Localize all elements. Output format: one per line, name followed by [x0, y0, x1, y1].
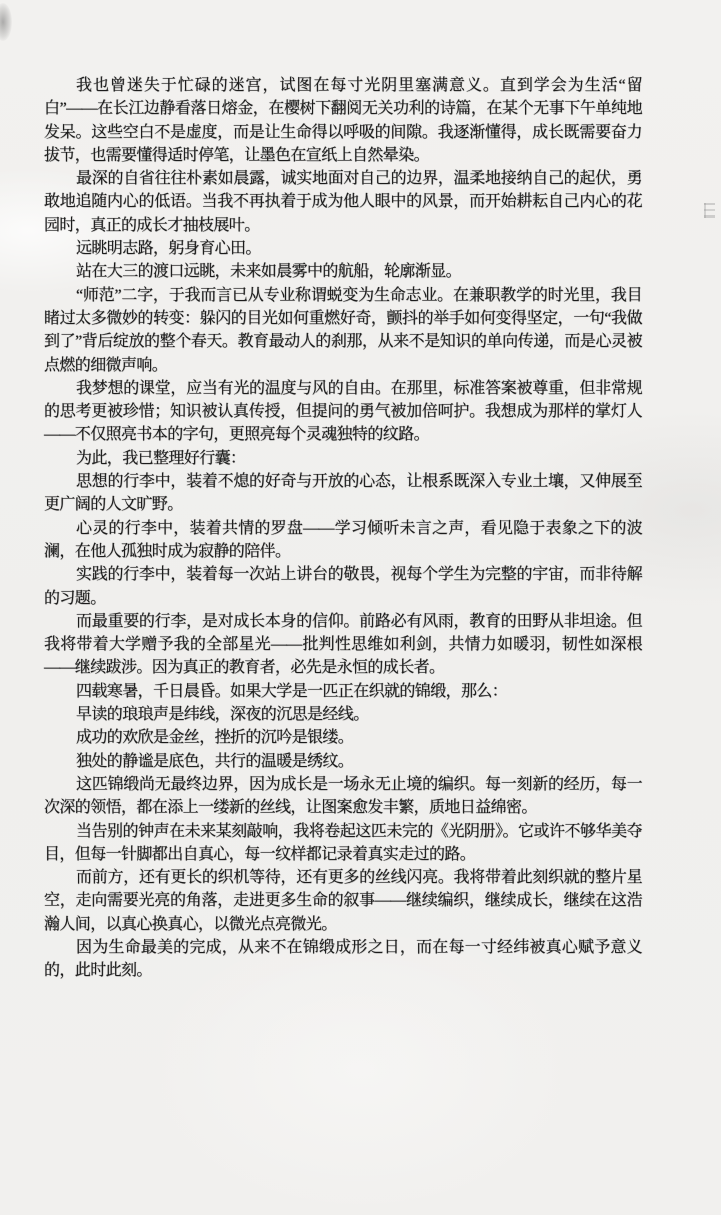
essay-paragraph: 早读的琅琅声是纬线，深夜的沉思是经线。 [76, 706, 369, 724]
essay-paragraph: 我梦想的课堂，应当有光的温度与风的自由。在那里，标准答案被尊重，但非常规的思考更被珍惜；知识被认真传授，但提问的勇气被加倍呵护。我想成为那样的掌灯人——不仅照亮书本的字句，更照亮每个灵魂独特的纹路。 [44, 379, 642, 444]
essay-paragraph: 我也曾迷失于忙碌的迷宫，试图在每寸光阴里塞满意义。直到学会为生活“留白”——在长江边静看落日熔金，在樱树下翻阅无关功利的诗篇，在某个无事下午单纯地发呆。这些空白不是虚度，而是让生命得以呼吸的间隙。我逐渐懂得，成长既需要奋力拔节，也需要懂得适时停笔，让墨色在宣纸上自然晕染。 [44, 77, 642, 164]
essay-paragraph: 而前方，还有更长的织机等待，还有更多的丝线闪亮。我将带着此刻织就的整片星空，走向需要光亮的角落，走进更多生命的叙事——继续编织，继续成长，继续在这浩瀚人间，以真心换真心，以微光点亮微光。 [44, 869, 642, 933]
essay-paragraph: 这匹锦缎尚无最终边界，因为成长是一场永无止境的编织。每一刻新的经历，每一次深的领悟，都在添上一缕新的丝线，让图案愈发丰繁，质地日益绵密。 [44, 775, 642, 817]
essay-paragraph: 而最重要的行李，是对成长本身的信仰。前路必有风雨，教育的田野从非坦途。但我将带着大学赠予我的全部星光——批判性思维如利剑，共情力如暖羽，韧性如深根——继续跋涉。因为真正的教育者，必先是永恒的成长者。 [44, 612, 642, 677]
essay-paragraph: 心灵的行李中，装着共情的罗盘——学习倾听未言之声，看见隐于表象之下的波澜，在他人孤独时成为寂静的陪伴。 [44, 519, 642, 560]
essay-paragraph: 站在大三的渡口远眺，未来如晨雾中的航船，轮廓渐显。 [76, 263, 462, 281]
essay-paragraph: 思想的行李中，装着不熄的好奇与开放的心态，让根系既深入专业土壤，又伸展至更广阔的人文旷野。 [44, 473, 642, 514]
essay-text [44, 74, 642, 983]
essay-paragraph: 实践的行李中，装着每一次站上讲台的敬畏，视每个学生为完整的宇宙，而非待解的习题。 [44, 566, 642, 607]
essay-paragraph: 远眺明志路，躬身育心田。 [76, 240, 261, 258]
essay-paragraph: 因为生命最美的完成，从来不在锦缎成形之日，而在每一寸经纬被真心赋予意义的，此时此刻。 [44, 938, 642, 980]
essay-paragraph: 成功的欢欣是金丝，挫折的沉吟是银缕。 [76, 729, 354, 747]
essay-paragraph: 四载寒暑，千日晨昏。如果大学是一匹正在织就的锦缎，那么： [76, 682, 508, 700]
essay-paragraph: 独处的静谧是底色，共行的温暖是绣纹。 [76, 752, 354, 770]
essay-paragraph: 当告别的钟声在未来某刻敲响，我将卷起这匹未完的《光阴册》。它或许不够华美夺目，但每一针脚都出自真心，每一纹样都记录着真实走过的路。 [44, 822, 642, 863]
essay-paragraph: “师范”二字，于我而言已从专业称谓蜕变为生命志业。在兼职教学的时光里，我目睹过太多微妙的转变：躲闪的目光如何重燃好奇，颤抖的举手如何变得坚定，一句“我做到了”背后绽放的整个春天。教育最动人的刹那，从来不是知识的单向传递，而是心灵被点燃的细微声响。 [44, 286, 642, 374]
scan-artifact-right-edge [704, 203, 715, 218]
essay-paragraph: 为此，我已整理好行囊： [76, 449, 246, 467]
scan-smudge-top-left [0, 3, 12, 41]
essay-paragraph: 最深的自省往往朴素如晨露，诚实地面对自己的边界，温柔地接纳自己的起伏，勇敢地追随内心的低语。当我不再执着于成为他人眼中的风景，而开始耕耘自己内心的花园时，真正的成长才抽枝展叶。 [44, 170, 642, 234]
